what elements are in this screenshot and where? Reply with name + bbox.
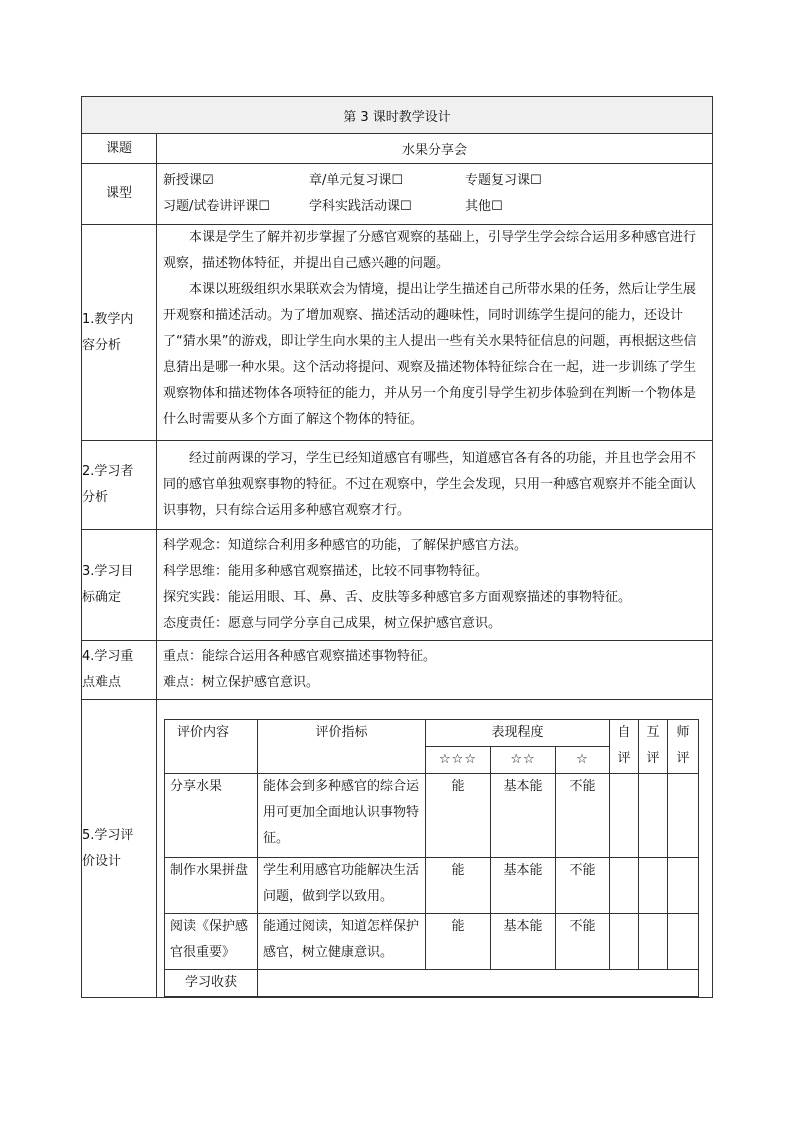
checkbox-icon: ☐	[391, 173, 404, 188]
three-star-icon: ☆☆☆	[426, 747, 491, 774]
objectives-row	[82, 530, 713, 641]
topic-label: 课题	[82, 134, 157, 164]
key-point-line: 难点：树立保护感官意识。	[163, 675, 320, 690]
self-eval-cell	[610, 914, 639, 970]
key-points-label: 4.学习重 点难点	[82, 641, 157, 700]
row-level-1: 不能	[556, 914, 610, 970]
row-level-2: 基本能	[491, 858, 556, 914]
harvest-label: 学习收获	[165, 970, 258, 997]
checkbox-icon: ☐	[258, 199, 271, 214]
checkbox-icon: ☐	[491, 199, 503, 214]
harvest-value	[258, 970, 699, 997]
row-content: 分享水果	[165, 774, 258, 858]
self-eval-cell	[610, 858, 639, 914]
key-points-row	[82, 641, 713, 700]
header-peer: 互 评	[639, 720, 668, 774]
evaluation-table	[164, 719, 699, 997]
row-level-2: 基本能	[491, 914, 556, 970]
row-indicator: 能体会到多种感官的综合运用可更加全面地认识事物特征。	[258, 774, 426, 858]
evaluation-header-row	[165, 720, 699, 747]
row-level-3: 能	[426, 858, 491, 914]
evaluation-label: 5.学习评 价设计	[82, 700, 157, 998]
checked-box-icon: ☑	[202, 173, 214, 188]
checkbox-icon: ☐	[530, 173, 542, 188]
page-title: 第 3 课时教学设计	[82, 97, 713, 134]
objectives-label: 3.学习目 标确定	[82, 530, 157, 641]
row-level-1: 不能	[556, 774, 610, 858]
evaluation-data-row	[165, 774, 699, 858]
lesson-type-option: 专题复习课☐	[465, 173, 542, 188]
topic-value: 水果分享会	[157, 134, 713, 164]
content-analysis-body	[157, 225, 713, 441]
row-indicator: 能通过阅读，知道怎样保护感官，树立健康意识。	[258, 914, 426, 970]
evaluation-data-row	[165, 858, 699, 914]
header-level: 表现程度	[426, 720, 610, 747]
content-analysis-paragraph: 本课是学生了解并初步掌握了分感官观察的基础上，引导学生学会综合运用多种感官进行观察，描述物体特征，并提出自己感兴趣的问题。	[163, 230, 697, 271]
header-self: 自 评	[610, 720, 639, 774]
two-star-icon: ☆☆	[491, 747, 556, 774]
content-analysis-row	[82, 225, 713, 441]
row-indicator: 学生利用感官功能解决生活问题，做到学以致用。	[258, 858, 426, 914]
peer-eval-cell	[639, 774, 668, 858]
peer-eval-cell	[639, 858, 668, 914]
lesson-type-option: 习题/试卷讲评课☐	[163, 199, 271, 214]
learner-analysis-body	[157, 441, 713, 530]
row-level-1: 不能	[556, 858, 610, 914]
self-eval-cell	[610, 774, 639, 858]
evaluation-data-row	[165, 914, 699, 970]
evaluation-body	[157, 700, 713, 998]
harvest-row	[165, 970, 699, 997]
row-content: 制作水果拼盘	[165, 858, 258, 914]
one-star-icon: ☆	[556, 747, 610, 774]
lesson-type-option: 新授课☑	[163, 173, 214, 188]
objective-line: 探究实践：能运用眼、耳、鼻、舌、皮肤等多种感官多方面观察描述的事物特征。	[163, 590, 632, 605]
row-content: 阅读《保护感官很重要》	[165, 914, 258, 970]
header-indicator: 评价指标	[258, 720, 426, 774]
objective-line: 科学思维：能用多种感官观察描述，比较不同事物特征。	[163, 564, 489, 579]
key-point-line: 重点：能综合运用各种感官观察描述事物特征。	[163, 649, 437, 664]
row-level-2: 基本能	[491, 774, 556, 858]
objective-line: 态度责任：愿意与同学分享自己成果，树立保护感官意识。	[163, 616, 502, 631]
lesson-plan-table	[81, 96, 713, 998]
lesson-type-option: 其他☐	[465, 199, 503, 214]
teacher-eval-cell	[668, 914, 699, 970]
lesson-type-option: 章/单元复习课☐	[309, 173, 404, 188]
content-analysis-paragraph: 本课以班级组织水果联欢会为情境，提出让学生描述自己所带水果的任务，然后让学生展开观察和描述活动。为了增加观察、描述活动的趣味性，同时训练学生提问的能力，还设计了“猜水果”的游戏，即让学生向水果的主人提出一些有关水果特征信息的问题，再根据这些信息猜出是哪一种水果。这个活动将提问、观察及描述物体特征综合在一起，进一步训练了学生观察物体和描述物体各项特征的能力，并从另一个角度引导学生初步体验到在判断一个物体是什么时需要从多个方面了解这个物体的特征。	[163, 282, 697, 427]
teacher-eval-cell	[668, 774, 699, 858]
peer-eval-cell	[639, 914, 668, 970]
learner-analysis-paragraph: 经过前两课的学习，学生已经知道感官有哪些，知道感官各有各的功能，并且也学会用不同的感官单独观察事物的特征。不过在观察中，学生会发现，只用一种感官观察并不能全面认识事物，只有综合运用多种感官观察才行。	[163, 451, 697, 518]
checkbox-icon: ☐	[400, 199, 412, 214]
key-points-body	[157, 641, 713, 700]
teacher-eval-cell	[668, 858, 699, 914]
header-content: 评价内容	[165, 720, 258, 774]
evaluation-row	[82, 700, 713, 998]
lesson-type-option: 学科实践活动课☐	[309, 199, 412, 214]
learner-analysis-label: 2.学习者 分析	[82, 441, 157, 530]
row-level-3: 能	[426, 914, 491, 970]
objective-line: 科学观念：知道综合利用多种感官的功能，了解保护感官方法。	[163, 538, 528, 553]
lesson-plan-sheet	[81, 96, 712, 998]
content-analysis-label: 1.教学内 容分析	[82, 225, 157, 441]
lesson-type-label: 课型	[82, 164, 157, 225]
lesson-type-row	[82, 164, 713, 225]
row-level-3: 能	[426, 774, 491, 858]
lesson-type-options	[157, 164, 713, 225]
header-teacher: 师 评	[668, 720, 699, 774]
topic-row	[82, 134, 713, 164]
learner-analysis-row	[82, 441, 713, 530]
objectives-body	[157, 530, 713, 641]
title-row	[82, 97, 713, 134]
